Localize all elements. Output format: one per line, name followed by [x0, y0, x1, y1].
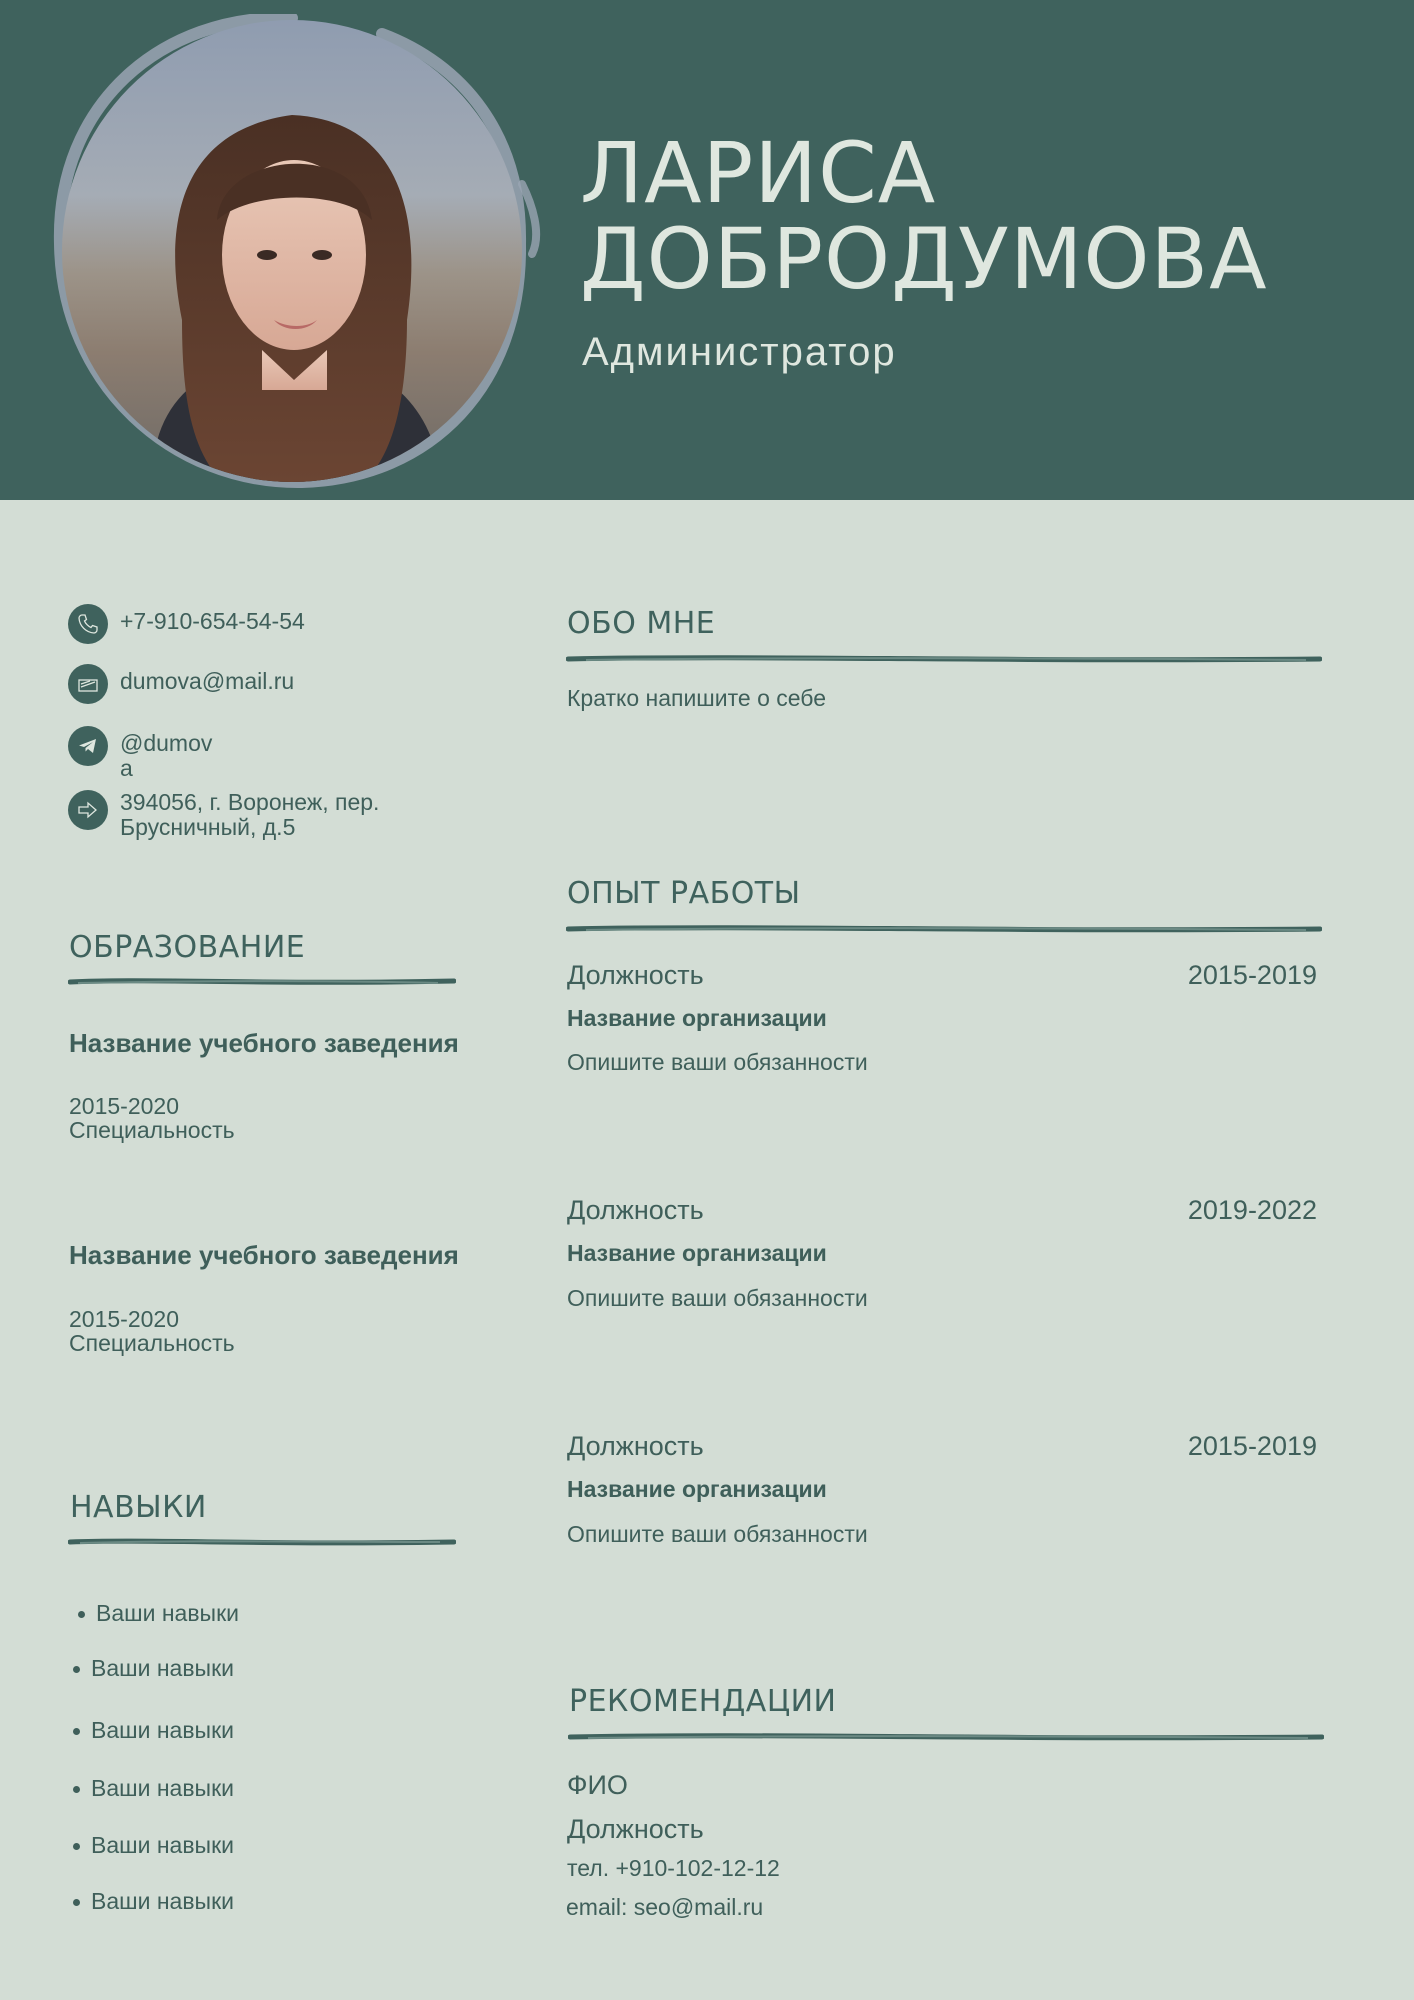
experience-1-years: 2015-2019: [1187, 960, 1317, 990]
about-heading: ОБО МНЕ: [567, 606, 716, 641]
skill-item: Ваши навыки: [91, 1832, 234, 1858]
telegram-icon: [68, 726, 108, 766]
address-text: [120, 790, 379, 840]
phone-icon: [68, 604, 108, 644]
education-1-institution: Название учебного заведения: [69, 1028, 459, 1058]
phone-text: +7-910-654-54-54: [120, 608, 305, 634]
education-heading: ОБРАЗОВАНИЕ: [69, 930, 306, 965]
telegram-line-1: @dumov: [120, 730, 213, 756]
telegram-text: [120, 731, 212, 781]
profile-photo: [62, 20, 522, 482]
profile-photo-frame: [52, 14, 552, 489]
person-portrait-icon: [62, 20, 522, 482]
experience-1-position: Должность: [567, 960, 704, 990]
experience-2-organization: Название организации: [567, 1240, 827, 1266]
name-line-1: ЛАРИСА: [580, 124, 937, 222]
education-1-years: 2015-2020: [69, 1093, 179, 1119]
education-2-institution: Название учебного заведения: [69, 1240, 459, 1270]
experience-1-organization: Название организации: [567, 1005, 827, 1031]
telegram-line-2: a: [120, 755, 133, 781]
education-2-years: 2015-2020: [69, 1306, 179, 1332]
recommendations-brush-divider: [568, 1731, 1324, 1743]
contact-address: [68, 790, 379, 840]
about-brush-divider: [566, 653, 1322, 665]
address-line-1: 394056, г. Воронеж, пер.: [120, 789, 380, 815]
experience-1-duties: Опишите ваши обязанности: [567, 1049, 868, 1075]
mail-icon: [68, 664, 108, 704]
contact-phone: [68, 604, 305, 644]
education-1-specialty: Специальность: [69, 1117, 235, 1143]
education-2-specialty: Специальность: [69, 1330, 235, 1356]
skill-item: Ваши навыки: [91, 1888, 234, 1914]
experience-3-years: 2015-2019: [1187, 1431, 1317, 1461]
candidate-role: Администратор: [582, 330, 897, 374]
name-line-2: ДОБРОДУМОВА: [580, 210, 1268, 308]
skill-item: Ваши навыки: [91, 1775, 234, 1801]
skills-brush-divider: [68, 1537, 456, 1547]
contact-email: [68, 664, 294, 704]
skill-item: Ваши навыки: [96, 1600, 239, 1626]
experience-2-position: Должность: [567, 1195, 704, 1225]
contact-telegram: [68, 726, 212, 781]
recommendation-email: email: seo@mail.ru: [566, 1894, 764, 1920]
experience-3-duties: Опишите ваши обязанности: [567, 1521, 868, 1547]
recommendation-position: Должность: [567, 1814, 704, 1844]
experience-2-years: 2019-2022: [1187, 1195, 1317, 1225]
skill-item: Ваши навыки: [91, 1655, 234, 1681]
education-brush-divider: [68, 977, 456, 987]
experience-brush-divider: [566, 923, 1322, 935]
recommendation-phone: тел. +910-102-12-12: [567, 1855, 780, 1881]
skills-heading: НАВЫКИ: [70, 1490, 207, 1525]
candidate-name: [580, 124, 1380, 308]
address-line-2: Брусничный, д.5: [120, 814, 296, 840]
experience-heading: ОПЫТ РАБОТЫ: [567, 876, 801, 911]
skill-item: Ваши навыки: [91, 1717, 234, 1743]
header-banner: [0, 0, 1414, 500]
recommendations-heading: РЕКОМЕНДАЦИИ: [569, 1684, 837, 1719]
experience-3-organization: Название организации: [567, 1476, 827, 1502]
recommendation-name: ФИО: [567, 1770, 628, 1800]
email-text: dumova@mail.ru: [120, 668, 295, 694]
experience-3-position: Должность: [567, 1431, 704, 1461]
experience-2-duties: Опишите ваши обязанности: [567, 1285, 868, 1311]
about-text: Кратко напишите о себе: [567, 685, 826, 711]
arrow-right-icon: [68, 790, 108, 830]
